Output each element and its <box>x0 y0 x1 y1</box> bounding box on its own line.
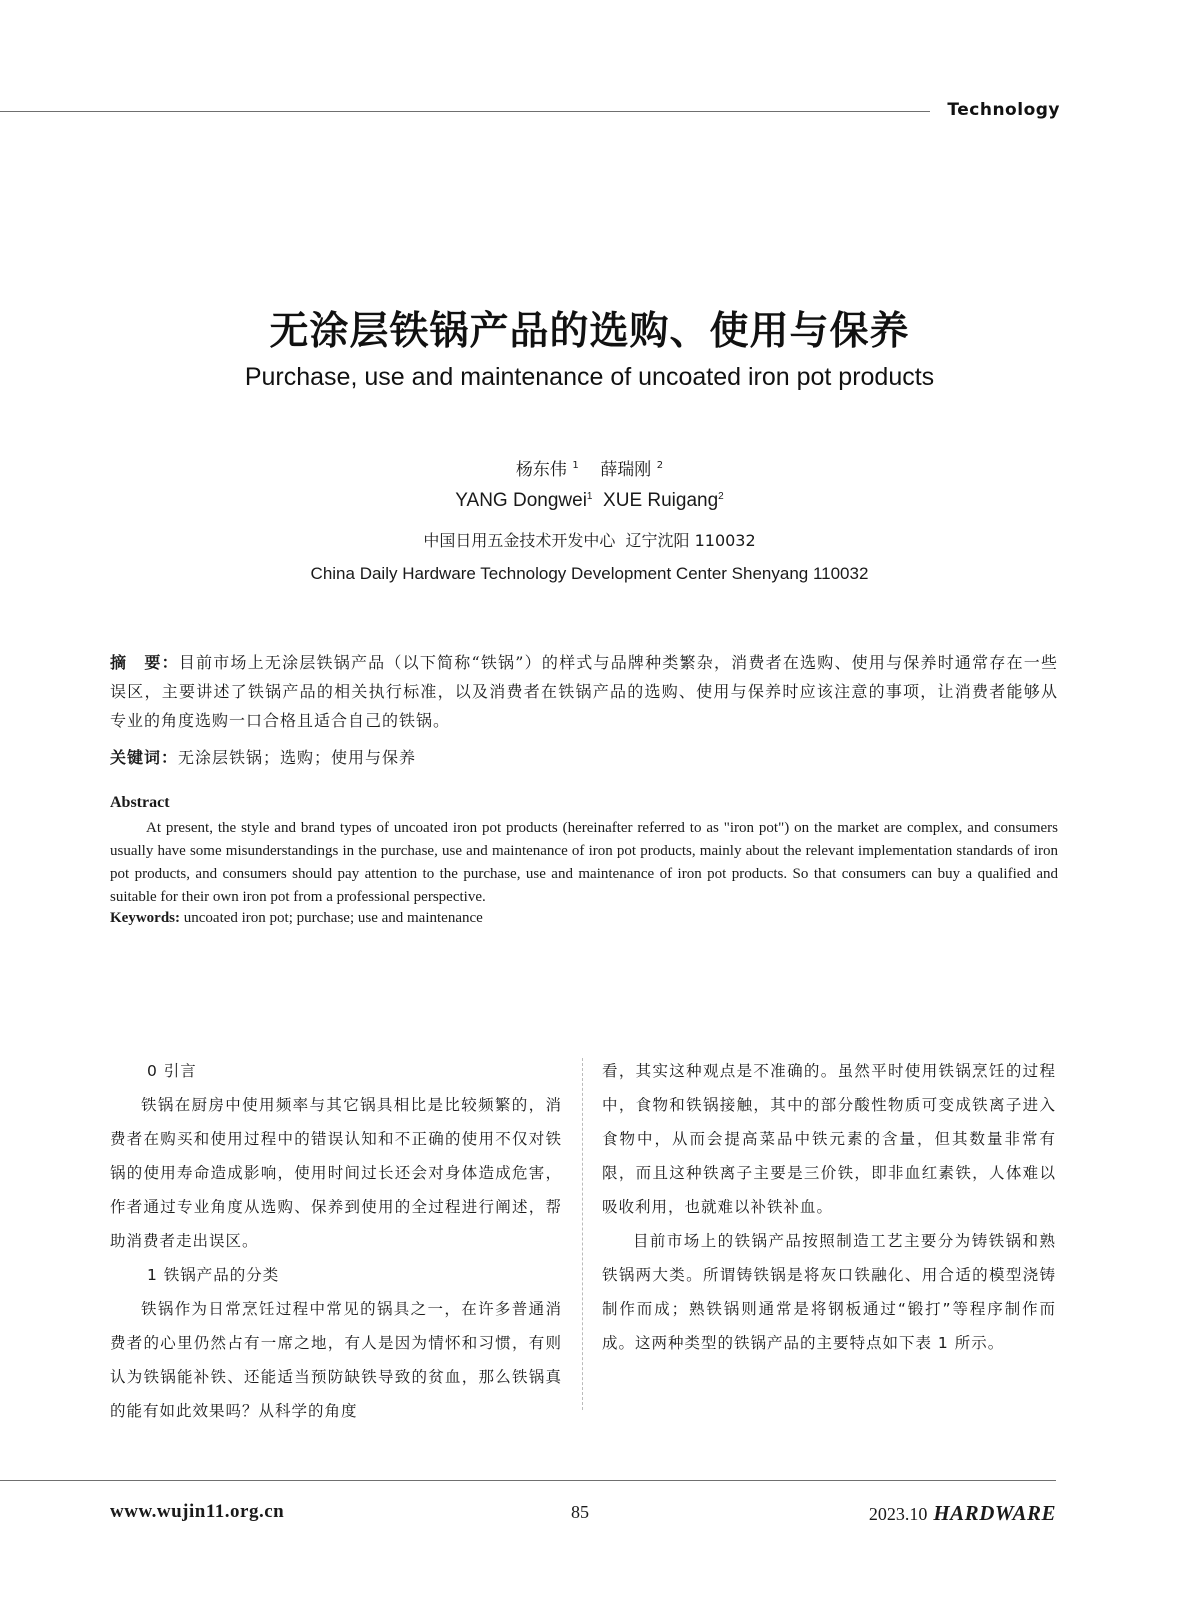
authors-english <box>0 490 1179 512</box>
affiliation-chinese: 中国日用五金技术开发中心 辽宁沈阳 110032 <box>423 531 756 550</box>
author-affiliation-mark: 1 <box>572 460 579 471</box>
keywords-english <box>110 910 483 927</box>
column-divider <box>582 1058 583 1410</box>
abstract-heading: Abstract <box>110 794 170 811</box>
magazine-name: HARDWARE <box>933 1501 1056 1525</box>
abstract-chinese <box>110 648 1058 735</box>
title-chinese: 无涂层铁锅产品的选购、使用与保养 <box>269 309 910 354</box>
section-label: Technology <box>947 100 1060 120</box>
section-heading: 1 铁锅产品的分类 <box>147 1266 280 1284</box>
abstract-text: 目前市场上无涂层铁锅产品（以下简称“铁锅”）的样式与品牌种类繁杂，消费者在选购、使用与保养时通常存在一些误区，主要讲述了铁锅产品的相关执行标准，以及消费者在铁锅产品的选购、使用与保养时应该注意的事项，让消费者能够从专业的角度选购一口合格且适合自己的铁锅。 <box>110 653 1058 730</box>
issue-date: 2023.10 <box>868 1504 928 1524</box>
keywords-label: 关键词： <box>110 748 179 767</box>
page-number: 85 <box>571 1502 589 1522</box>
abstract-english: At present, the style and brand types of uncoated iron pot products (hereinafter referred to as "iron pot") on the market are complex, and consumers usually have some misunderstandings in the purchase, use and maintenance of iron pot products, mainly about the relevant implementation standards of iron pot products, and consumers should pay attention to the purchase, use and maintenance of iron pot products. So that consumers can buy a qualified and suitable for their own iron pot from a professional perspective. <box>110 820 1058 905</box>
footer-rule <box>0 1480 1056 1481</box>
body-column-left <box>110 1054 562 1428</box>
paragraph: 看，其实这种观点是不准确的。虽然平时使用铁锅烹饪的过程中，食物和铁锅接触，其中的部分酸性物质可变成铁离子进入食物中，从而会提高菜品中铁元素的含量，但其数量非常有限，而且这种铁离子主要是三价铁，即非血红素铁，人体难以吸收利用，也就难以补铁补血。 <box>602 1062 1056 1216</box>
body-column-right <box>602 1054 1056 1360</box>
author-name: 杨东伟 <box>515 460 567 480</box>
keywords-label: Keywords: <box>110 910 180 926</box>
author-affiliation-mark: 1 <box>586 491 593 502</box>
paragraph: 铁锅在厨房中使用频率与其它锅具相比是比较频繁的，消费者在购买和使用过程中的错误认知和不正确的使用不仅对铁锅的使用寿命造成影响，使用时间过长还会对身体造成危害，作者通过专业角度从选购、保养到使用的全过程进行阐述，帮助消费者走出误区。 <box>110 1096 562 1250</box>
header-rule <box>0 111 930 112</box>
footer-website: www.wujin11.org.cn <box>110 1501 285 1522</box>
author-affiliation-mark: 2 <box>718 491 724 502</box>
footer-issue <box>780 1501 1056 1526</box>
author-name: XUE Ruigang <box>603 490 719 511</box>
author-name: 薛瑞刚 <box>600 460 652 480</box>
paragraph: 目前市场上的铁锅产品按照制造工艺主要分为铸铁锅和熟铁锅两大类。所谓铸铁锅是将灰口铁融化、用合适的模型浇铸制作而成；熟铁锅则通常是将钢板通过“锻打”等程序制作而成。这两种类型的铁锅产品的主要特点如下表 1 所示。 <box>602 1232 1056 1352</box>
title-english: Purchase, use and maintenance of uncoated iron pot products <box>244 363 935 391</box>
affiliation-english: China Daily Hardware Technology Development Center Shenyang 110032 <box>310 564 869 583</box>
author-affiliation-mark: 2 <box>656 460 664 471</box>
section-heading: 0 引言 <box>147 1062 197 1080</box>
paragraph: 铁锅作为日常烹饪过程中常见的锅具之一，在许多普通消费者的心里仍然占有一席之地，有人是因为情怀和习惯，有则认为铁锅能补铁、还能适当预防缺铁导致的贫血，那么铁锅真的能有如此效果吗？从科学的角度 <box>110 1300 562 1420</box>
author-name: YANG Dongwei <box>455 490 587 511</box>
authors-chinese <box>0 455 1179 480</box>
keywords-text: 无涂层铁锅；选购；使用与保养 <box>178 748 417 767</box>
keywords-chinese <box>110 745 416 768</box>
abstract-label: 摘 要： <box>110 653 179 672</box>
keywords-text: uncoated iron pot; purchase; use and maintenance <box>180 910 483 926</box>
